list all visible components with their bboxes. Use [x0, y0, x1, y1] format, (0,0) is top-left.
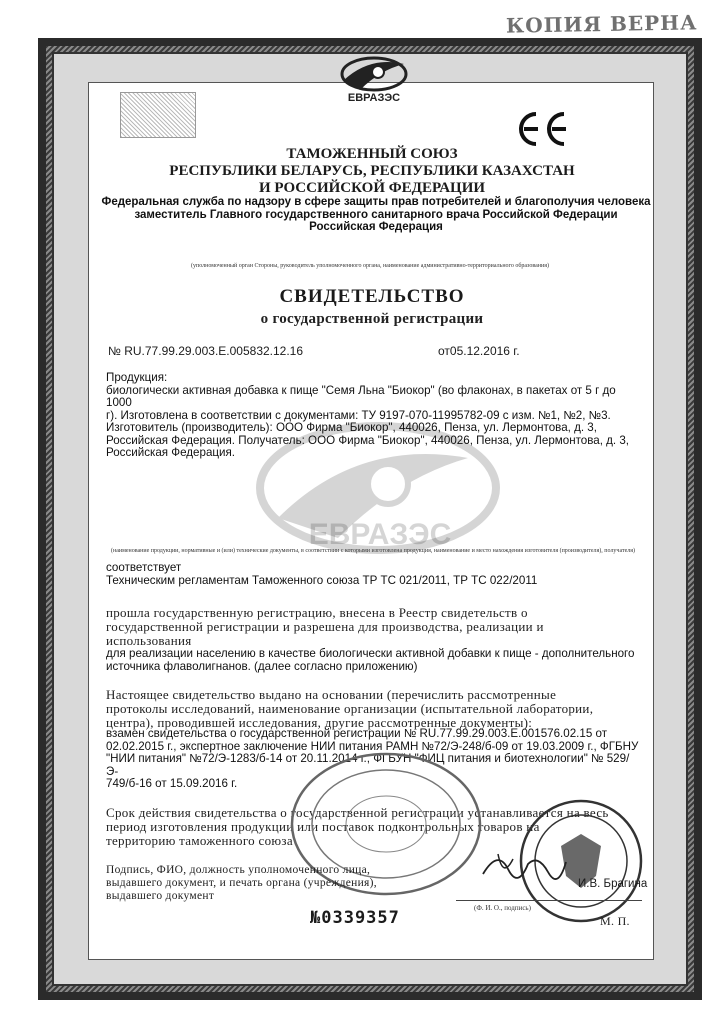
logo-caption: ЕВРАЗЭС — [347, 92, 401, 104]
registration-date: от05.12.2016 г. — [438, 344, 520, 358]
signature-line-caption: (Ф. И. О., подпись) — [474, 904, 531, 912]
issuing-authority: Федеральная служба по надзору в сфере защиты прав потребителей и благополучия человека заместитель Главного государственного санитарного врача Российской Федерации Российская Федерация — [101, 196, 651, 233]
conformity-section: соответствует Техническим регламентам Таможенного союза ТР ТС 021/2011, ТР ТС 022/2011 — [106, 561, 538, 587]
registration-statement: прошла государственную регистрацию, внесена в Реестр свидетельств о государственной регистрации и разрешена для производства, реализации и использования — [106, 605, 544, 648]
basis-statement: Настоящее свидетельство выдано на основании (перечислить рассмотренные протоколы исследований, наименование организации (испытательной лаборатории, центра), проводившей исследования, другие рассмотренные документы): — [106, 687, 594, 730]
handwritten-signature-icon — [478, 844, 568, 884]
usage-section: для реализации населению в качестве биологически активной добавки к пище - дополнительного источника флаволигнанов. (далее согласно приложению) — [106, 647, 635, 673]
document-title: СВИДЕТЕЛЬСТВО — [279, 286, 465, 307]
signature-line — [456, 900, 642, 901]
signature-caption: Подпись, ФИО, должность уполномоченного лица, выдавшего документ, и печать органа (учреждения), выдавшего документ — [106, 864, 377, 902]
registration-number: № RU.77.99.29.003.Е.005832.12.16 — [108, 344, 304, 358]
authority-caption: (уполномоченный орган Стороны, руководитель уполномоченного органа, наименование административно-территориального образования) — [191, 263, 549, 269]
form-number: №0339357 — [310, 908, 400, 928]
watermark-text: ЕВРАЗЭС — [308, 518, 452, 551]
document-subtitle: о государственной регистрации — [260, 311, 484, 327]
validity-statement: Срок действия свидетельства о государственной регистрации устанавливается на весь период изготовления продукции или поставок подконтрольных товаров на территорию таможенного союза — [106, 805, 609, 848]
signatory-name: И.В. Брагина — [578, 878, 648, 890]
copy-verified-stamp: КОПИЯ ВЕРНА — [505, 10, 698, 38]
union-title: ТАМОЖЕННЫЙ СОЮЗ РЕСПУБЛИКИ БЕЛАРУСЬ, РЕСПУБЛИКИ КАЗАХСТАН И РОССИЙСКОЙ ФЕДЕРАЦИИ — [169, 146, 575, 196]
product-caption: (наименование продукции, нормативные и (или) технические документы, в соответствии с которыми изготовлена продукция, наименование и место нахождения изготовителя (производителя), получателя) — [110, 548, 635, 554]
product-section: Продукция: биологически активная добавка к пище "Семя Льна "Биокор" (во флаконах, в пакетах от 5 г до 1000 г). Изготовлена в соответствии с документами: ТУ 9197-070-11995782-09 с изм. №1, №2, №3. Изготовитель (производитель): ООО Фирма "Биокор", 440026, Пенза, ул. Лермонтова, д. 3, Российская Федерация. Получатель: ООО Фирма "Биокор", 440026, Пенза, ул. Лермонтова, д. 3, Российская Федерация. — [106, 371, 630, 459]
guilloche-pattern — [120, 92, 196, 138]
basis-documents: взамен свидетельства о государственной регистрации № RU.77.99.29.003.Е.001576.02.15 от 02.02.2015 г., экспертное заключение НИИ питания РАМН №72/Э-248/б-09 от 19.03.2009 г., ФГБНУ "НИИ питания" №72/Э-1283/б-14 от 20.11.2014 г., ФГБУН "ФИЦ питания и биотехнологии" № 529/Э- 749/б-16 от 15.09.2016 г. — [106, 727, 639, 790]
seal-place-label: М. П. — [600, 914, 630, 928]
